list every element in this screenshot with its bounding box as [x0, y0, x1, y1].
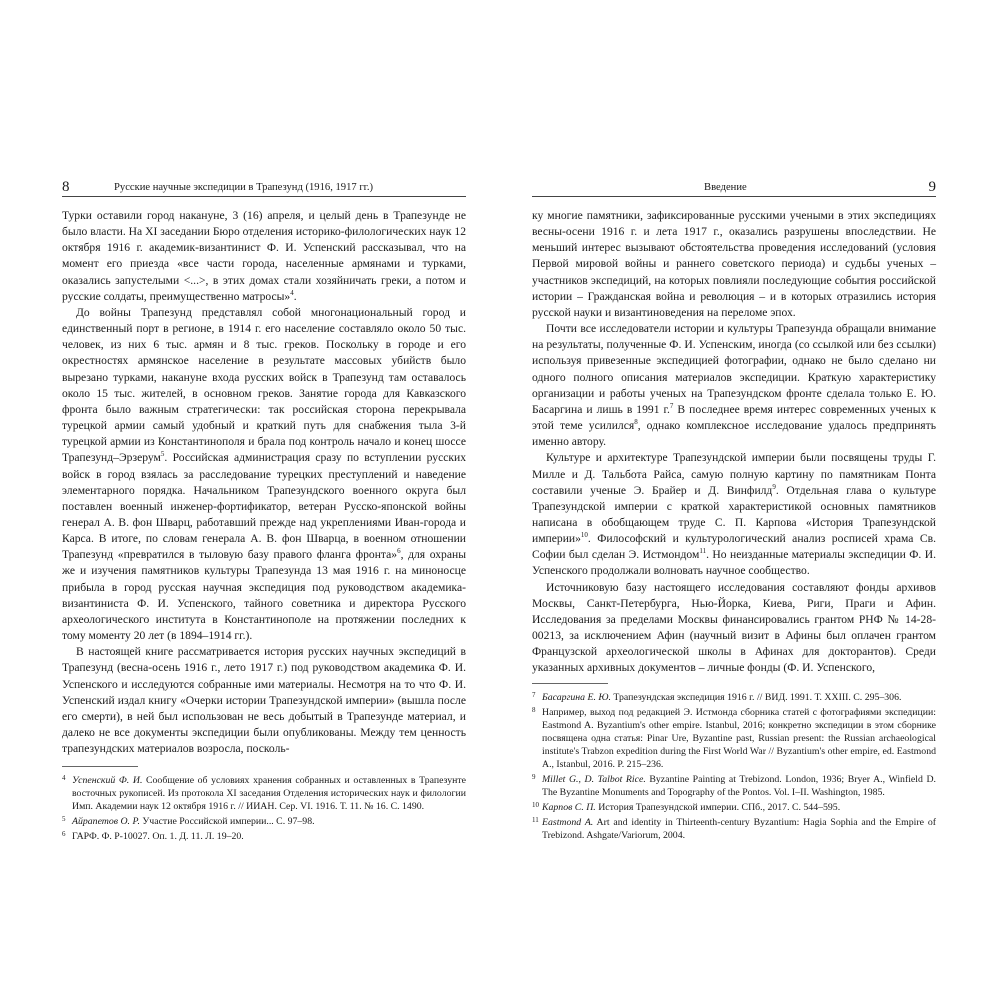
- paragraph-text: В последнее время интерес современных ученых к этой теме усилился: [532, 402, 936, 433]
- page-number: 9: [928, 179, 936, 195]
- footnote-text: Byzantine Painting at Trebizond. London, 1936; Bryer A., Winfield D. The Byzantine Monuments and Topography of the Pontos. Vol. I–II. Washington, 1985.: [542, 773, 937, 798]
- footnote-ref[interactable]: 8: [634, 418, 638, 427]
- footnote: [532, 689, 936, 704]
- footnote-number: 11: [532, 815, 539, 824]
- footnote: [532, 704, 936, 771]
- paragraph-text: . Российская администрация сразу по вступлении русских войск в город взялась за расследование турецких преступлений и наведение элементарного порядка. Начальником Трапезундского военного округа был поставлен военный инженер-фортификатор, ветеран Русско-японской войны генерал А. В. фон Шварц, работавший прежде над укреплениями Иван-города и Карса. В итоге, по словам генерала А. В. фон Шварца, в военном отношении Трапезунд «превратился в тыловую базу правого фланга фронта»: [62, 451, 466, 562]
- paragraph-text: . Философский и культурологический анализ росписей храма Св. Софии был сделан Э. Истмондом: [532, 532, 936, 562]
- footnote-text: Например, выход под редакцией Э. Истмонда сборника статей с фотографиями экспедиции: Eastmond A. Byzantium's other empire. Istanbul, 2016; конкретно экспедиции в этом сборнике посвящена одна статья: Pinar Ure, Byzantine past, Russian present: the Russian archaeological institute's Trabzon expedition during the First World War // Byzantium's other empire, ed. Eastmond A., Istanbul, 2016. P. 215–236.: [542, 706, 936, 770]
- footnote-number: 5: [62, 815, 66, 824]
- footnote: [62, 772, 466, 813]
- footnote-number: 4: [62, 774, 66, 783]
- footnote-author: Millet G., D. Talbot Rice.: [542, 773, 646, 785]
- paragraph: [62, 644, 466, 757]
- footnote-author: Карпов С. П.: [542, 801, 596, 813]
- right-footnotes: [532, 689, 936, 842]
- footnote-author: Басаргина Е. Ю.: [542, 691, 611, 703]
- paragraph: [532, 208, 936, 321]
- paragraph-text: . Но неизданные материалы экспедиции Ф. И. Успенского продолжали волновать научное сообщество.: [532, 548, 936, 578]
- left-page: [62, 178, 466, 843]
- paragraph-text: ку многие памятники, зафиксированные русскими учеными в этих экспедициях весны-осени 1916 г. и лета 1917 г., оказались разрушены впоследствии. Не меньший интерес вызывают обстоятельства проведения исследований (условия Первой мировой войны и раннего советского периода) и судьбы ученых – участников экспедиций, на которых повлияли последующие события российской истории – Гражданская война и революция – и в которых отразились история русской науки и византиноведения на переломе эпох.: [532, 209, 936, 319]
- footnote-ref[interactable]: 11: [699, 547, 707, 556]
- footnote-text: История Трапезундской империи. СПб., 2017. С. 544–595.: [595, 801, 841, 813]
- paragraph-text: Источниковую базу настоящего исследования составляют фонды архивов Москвы, Санкт-Петербурга, Нью-Йорка, Киева, Риги, Праги и Афин. Исследования за пределами Москвы финансировались грантом РНФ № 14-28-00213, за исключением Афин (научный визит в Афины был оплачен грантом Французской археологической школы в Афинах для докторантов). Среди указанных архивных документов – личные фонды (Ф. И. Успенского,: [532, 580, 936, 675]
- paragraph-text: В настоящей книге рассматривается история русских научных экспедиций в Трапезунд (весна-осень 1916 г., лето 1917 г.) под руководством академика Ф. И. Успенского и исследуются собранные ими материалы. Несмотря на то что Ф. И. Успенский издал книгу «Очерки истории Трапезундской империи» (вышла после его смерти), в ней был использован не весь добытый в Трапезунде материал, и далеко не все документы экспедиции были опубликованы. Между тем ценность трапезундских материалов возросла, посколь-: [62, 645, 466, 756]
- footnote-ref[interactable]: 5: [160, 450, 165, 459]
- paragraph-text: , однако комплексное исследование удалось предпринять именно автору.: [532, 419, 936, 449]
- footnote: [62, 813, 466, 828]
- footnote-author: Eastmond A.: [542, 816, 594, 828]
- footnote-author: Айрапетов О. Р.: [72, 816, 140, 828]
- footnote-author: Успенский Ф. И.: [72, 775, 143, 787]
- paragraph: Турки оставили город накануне, 3 (16) апреля, и целый день в Трапезунде не было власти. На XI заседании Бюро отделения историко-филологических наук 12 октября 1916 г. академик-византинист Ф. И. Успенский рассказывал, что на момент его приезда «все части города, населенные армянами и турками, оказались запустелыми <...>, в этих домах стали хозяйничать греки, а потом и русские солдаты, преимущественно матросы»$^4$.: [62, 209, 466, 303]
- footnote-text: Трапезундская экспедиция 1916 г. // ВИД. 1991. Т. XXIII. С. 295–306.: [610, 691, 902, 703]
- left-page-header: [62, 178, 466, 197]
- footnote-divider: [62, 766, 138, 767]
- footnote-ref[interactable]: 4: [290, 288, 294, 297]
- footnote-number: 7: [532, 690, 536, 699]
- right-body-text: [532, 208, 936, 677]
- paragraph: [532, 450, 936, 579]
- footnote-text: Art and identity in Thirteenth-century Byzantium: Hagia Sophia and the Empire of Trebizond. Ashgate/Variorum, 2004.: [542, 816, 936, 841]
- footnote-ref[interactable]: 9: [772, 482, 776, 491]
- footnote-text: Сообщение об условиях хранения собранных и оставленных в Трапезунте восточных рукописей. Из протокола XI заседания Отделения исторических наук и филологии Имп. Академии наук 12 октября 1916 г. // ИИАН. Сер. VI. 1916. Т. 11. № 16. С. 1490.: [72, 775, 466, 813]
- footnote-ref[interactable]: 6: [397, 547, 401, 556]
- paragraph-text: До войны Трапезунд представлял собой многонациональный город и единственный порт в регионе, в 1914 г. его население составляло около 50 тыс. человек, из них 6 тыс. армян и 8 тыс. греков. Поскольку в городе и его окрестностях армянское население в результате массовых убийств было вырезано турками, накануне входа русских войск в Трапезунд там оставалось около 15 тыс. жителей, в основном греков. Занятие города для Кавказского фронта было важным стратегически: так российская сторона перекрывала турецкой армии самый удобный и краткий путь для снабжения тыла 3-й турецкой армии из Константинополя и брала под контроль начало и конец шоссе Трапезунд–Эрзерум: [62, 305, 466, 465]
- footnote: [532, 771, 936, 799]
- footnote-number: 10: [532, 800, 539, 809]
- footnote-ref[interactable]: 7: [669, 401, 674, 410]
- footnote: [532, 799, 936, 814]
- paragraph-text: Культуре и архитектуре Трапезундской империи были посвящены труды Г. Милле и Д. Тальбота Райса, самую полную картину по памятникам Понта составили ученые Э. Брайер и Д. Винфилд: [532, 451, 936, 497]
- footnote-ref[interactable]: 10: [580, 531, 588, 540]
- paragraph-text: , для охраны же и изучения памятников культуры Трапезунда 13 мая 1916 г. на миноносце прибыла в город русская научная экспедиция под руководством академика-византиниста Ф. И. Успенского, тайного советника и директора Русского археологического института в Константинополе на протяжении последних к тому моменту 20 лет (в 1894–1914 гг.).: [62, 548, 466, 643]
- paragraph-text: Почти все исследователи истории и культуры Трапезунда обращали внимание на результаты, полученные Ф. И. Успенским, иногда (со ссылкой или без ссылки) используя привезенные экспедицией фотографии, однако не было сделано ни одного полного описания материалов экспедиции. Краткую характеристику организации и работы ученых на Трапезундском фронте сделала только Е. Ю. Басаргина и лишь в 1991 г.: [532, 322, 936, 416]
- right-page-header: [532, 178, 936, 197]
- paragraph: [532, 321, 936, 450]
- footnote-number: 8: [532, 705, 536, 714]
- left-body-text: [62, 208, 466, 757]
- footnote-number: 9: [532, 772, 536, 781]
- running-title: Русские научные экспедиции в Трапезунд (1916, 1917 гг.): [114, 182, 373, 193]
- paragraph: [62, 305, 466, 644]
- left-footnotes: [62, 772, 466, 843]
- paragraph-text: . Отдельная глава о культуре Трапезундской империи с краткой характеристикой основных памятников написана в обобщающем труде С. П. Карпова «История Трапезундской империи»: [532, 483, 937, 546]
- page-number: 8: [62, 179, 70, 195]
- right-page: [532, 178, 936, 842]
- paragraph: [532, 580, 936, 677]
- footnote-divider: [532, 683, 608, 684]
- footnote-text: ГАРФ. Ф. Р-10027. Оп. 1. Д. 11. Л. 19–20.: [72, 831, 244, 843]
- footnote: [62, 828, 466, 843]
- paragraph-text: Турки оставили город накануне, 3 (16) апреля, и целый день в Трапезунде не было власти. На XI заседании Бюро отделения историко-филологических наук 12 октября 1916 г. академик-византинист Ф. И. Успенский рассказывал, что на момент его приезда «все части города, населенные армянами и турками, оказались запустелыми <...>, в этих домах стали хозяйничать греки, а потом и русские солдаты, преимущественно матросы»: [62, 209, 466, 303]
- footnote: [532, 814, 936, 842]
- footnote-text: Участие Российской империи... С. 97–98.: [139, 816, 315, 828]
- footnote-number: 6: [62, 830, 66, 839]
- running-title: Введение: [704, 182, 747, 193]
